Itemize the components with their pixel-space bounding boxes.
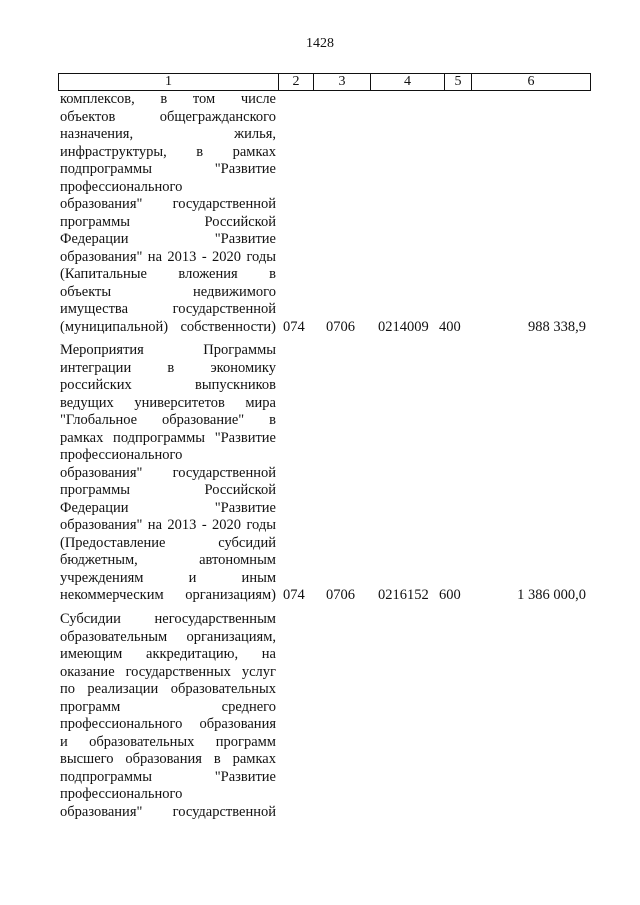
- description-line: образования" государственной: [60, 803, 276, 820]
- section-code: 0706: [326, 587, 355, 603]
- description-line: объектов общегражданского: [60, 108, 276, 125]
- description-line: имущества государственной: [60, 301, 276, 317]
- header-col-3: 3: [314, 74, 371, 91]
- description-line: бюджетным, автономным: [60, 552, 276, 568]
- description-line: рамках подпрограммы "Развитие: [60, 429, 276, 446]
- amount: 1 386 000,0: [517, 587, 586, 603]
- table-header: [58, 73, 591, 91]
- amount: 988 338,9: [528, 318, 586, 335]
- header-col-2: 2: [279, 74, 314, 91]
- ministry-code: 074: [283, 587, 305, 603]
- description-line: высшего образования в рамках: [60, 751, 276, 767]
- description-line: Федерации "Развитие: [60, 231, 276, 247]
- description-line: подпрограммы "Развитие: [60, 768, 276, 785]
- expense-type-code: 400: [439, 318, 461, 335]
- description-line: образования" на 2013 - 2020 годы: [60, 248, 276, 265]
- description-line: "Глобальное образование" в: [60, 412, 276, 428]
- description-line: программы Российской: [60, 482, 276, 498]
- row-description: [60, 611, 276, 821]
- description-line: учреждениям и иным: [60, 569, 276, 586]
- row-description: [60, 342, 276, 605]
- description-line: (Предоставление субсидий: [60, 534, 276, 551]
- description-line: Федерации "Развитие: [60, 499, 276, 516]
- description-line: имеющим аккредитацию, на: [60, 646, 276, 662]
- description-line: профессионального образования: [60, 716, 276, 732]
- description-line: (Капитальные вложения в: [60, 266, 276, 282]
- description-line: подпрограммы "Развитие: [60, 161, 276, 177]
- description-line: интеграции в экономику: [60, 359, 276, 376]
- description-line: образования" государственной: [60, 464, 276, 481]
- description-line: оказание государственных услуг: [60, 663, 276, 680]
- description-line: объекты недвижимого: [60, 283, 276, 300]
- header-col-4: 4: [371, 74, 445, 91]
- description-line: (муниципальной) собственности): [60, 318, 276, 335]
- description-line: Субсидии негосударственным: [60, 611, 276, 627]
- description-line: образовательным организациям,: [60, 628, 276, 645]
- description-line: комплексов, в том числе: [60, 91, 276, 107]
- description-line: и образовательных программ: [60, 733, 276, 750]
- description-line: инфраструктуры, в рамках: [60, 143, 276, 160]
- description-line: профессионального: [60, 178, 183, 195]
- description-line: профессионального: [60, 447, 183, 463]
- description-line: назначения, жилья,: [60, 126, 276, 142]
- target-code: 0216152: [378, 587, 429, 603]
- description-line: профессионального: [60, 786, 183, 802]
- description-line: некоммерческим организациям): [60, 587, 276, 603]
- section-code: 0706: [326, 318, 355, 335]
- description-line: образования" государственной: [60, 196, 276, 212]
- description-line: по реализации образовательных: [60, 681, 276, 697]
- header-col-5: 5: [445, 74, 472, 91]
- description-line: российских выпускников: [60, 377, 276, 393]
- page-number: 1428: [306, 36, 334, 51]
- ministry-code: 074: [283, 318, 305, 335]
- description-line: Мероприятия Программы: [60, 342, 276, 358]
- target-code: 0214009: [378, 318, 429, 335]
- header-col-6: 6: [472, 74, 591, 91]
- row-description: [60, 91, 276, 336]
- description-line: программ среднего: [60, 698, 276, 715]
- header-col-1: 1: [59, 74, 279, 91]
- description-line: ведущих университетов мира: [60, 394, 276, 411]
- expense-type-code: 600: [439, 587, 461, 603]
- description-line: программы Российской: [60, 213, 276, 230]
- description-line: образования" на 2013 - 2020 годы: [60, 517, 276, 533]
